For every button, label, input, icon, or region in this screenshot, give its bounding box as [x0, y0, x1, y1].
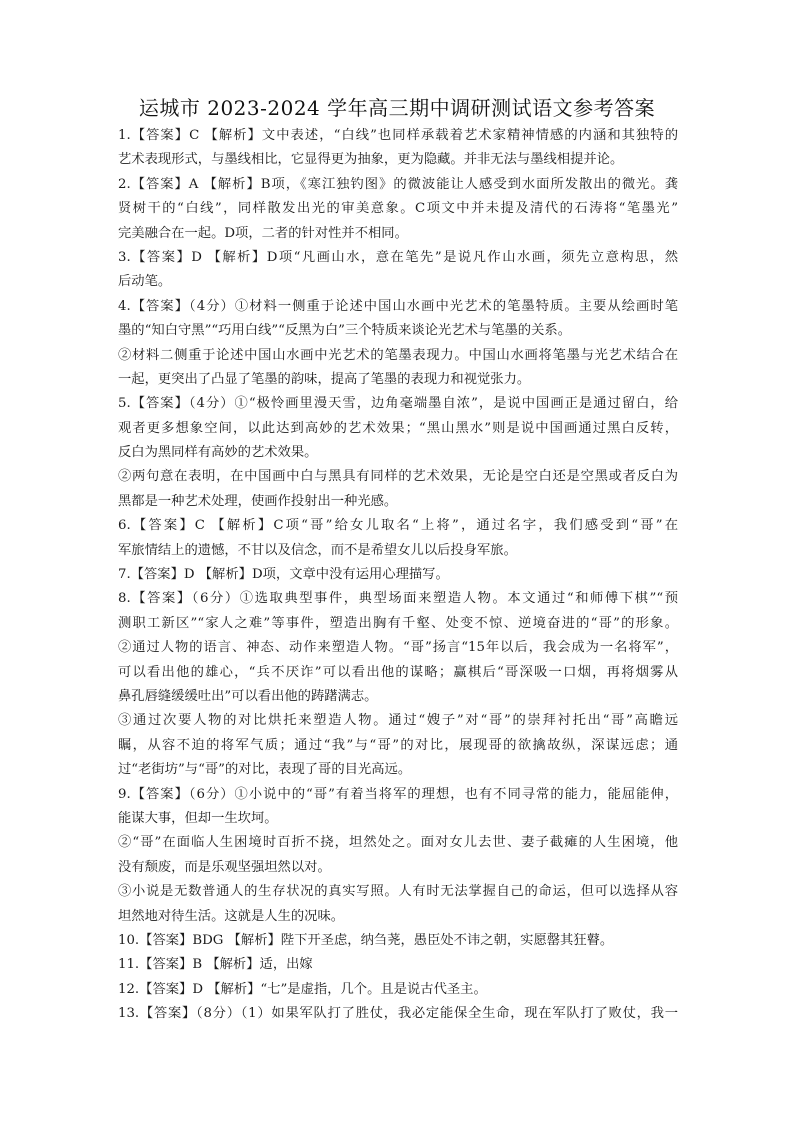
text-line: 5.【答案】（4分）①“极怜画里漫天雪，边角毫端墨自浓”，是说中国画正是通过留白，给 — [118, 396, 678, 412]
text-line: 13.【答案】（8分）（1）如果军队打了胜仗，我必定能保全生命，现在军队打了败仗，我一 — [118, 1006, 678, 1022]
text-line: 一起，更突出了凸显了笔墨的韵味，提高了笔墨的表现力和视觉张力。 — [118, 371, 531, 387]
text-line: 7.【答案】D 【解析】D项，文章中没有运用心理描写。 — [118, 567, 449, 583]
text-line: 反白为黑同样有高妙的艺术效果。 — [118, 445, 318, 461]
text-line: 测职工新区”“家人之难”等事件，塑造出胸有千壑、处变不惊、逆境奋进的“哥”的形象。 — [118, 615, 678, 631]
text-line: 6.【答案】C 【解析】C项“哥”给女儿取名“上将”，通过名字，我们感受到“哥”在 — [118, 518, 678, 534]
text-line: 10.【答案】BDG 【解析】陛下开圣虑，纳刍荛，愚臣处不讳之朝，实愿罄其狂瞽。 — [118, 932, 614, 948]
text-line: 9.【答案】（6分）①小说中的“哥”有着当将军的理想，也有不同寻常的能力，能屈能伸， — [118, 786, 678, 802]
document-title: 运城市 2023-2024 学年高三期中调研测试语文参考答案 — [138, 96, 656, 120]
text-line: 2.【答案】A 【解析】B项，《寒江独钓图》的微波能让人感受到水面所发散出的微光。龚 — [118, 176, 678, 192]
text-line: 黑都是一种艺术处理，使画作投射出一种光感。 — [118, 493, 398, 509]
text-line: 3.【答案】D 【解析】D项“凡画山水，意在笔先”是说凡作山水画，须先立意构思，然 — [118, 249, 678, 265]
text-line: ③通过次要人物的对比烘托来塑造人物。通过“嫂子”对“哥”的崇拜衬托出“哥”高瞻远 — [118, 713, 678, 729]
text-line: 4.【答案】（4分）①材料一侧重于论述中国山水画中光艺术的笔墨特质。主要从绘画时笔 — [118, 298, 678, 314]
text-line: 鼻孔唇缝缓缓吐出”可以看出他的踌躇满志。 — [118, 688, 378, 704]
text-line: 墨的“知白守黑”“巧用白线”“反黑为白”三个特质来谈论光艺术与笔墨的关系。 — [118, 323, 571, 339]
text-line: 8.【答案】（6分）①选取典型事件，典型场面来塑造人物。本文通过“和师傅下棋”“预 — [118, 591, 678, 607]
text-line: ②“哥”在面临人生困境时百折不挠，坦然处之。面对女儿去世、妻子截瘫的人生困境，他 — [118, 835, 678, 851]
text-line: 能谋大事，但却一生坎坷。 — [118, 810, 278, 826]
text-line: 12.【答案】D 【解析】“七”是虚指，几个。且是说古代圣主。 — [118, 981, 487, 997]
text-line: 1.【答案】C 【解析】文中表述，“白线”也同样承载着艺术家精神情感的内涵和其独特的 — [118, 128, 678, 143]
text-line: ②通过人物的语言、神态、动作来塑造人物。“哥”扬言“15年以后，我会成为一名将军”， — [118, 640, 678, 656]
text-line: 过“老街坊”与“哥”的对比，表现了哥的目光高远。 — [118, 762, 412, 778]
text-line: 没有颓废，而是乐观坚强坦然以对。 — [118, 859, 331, 875]
text-line: 可以看出他的雄心，“兵不厌诈”可以看出他的谋略；赢棋后“哥深吸一口烟，再将烟雾从 — [118, 664, 678, 680]
text-line: 军旅情结上的遗憾，不甘以及信念，而不是希望女儿以后投身军旅。 — [118, 542, 517, 558]
text-line: ②材料二侧重于论述中国山水画中光艺术的笔墨表现力。中国山水画将笔墨与光艺术结合在 — [118, 347, 678, 363]
text-line: 后动笔。 — [118, 274, 172, 290]
text-line: 贤树干的“白线”，同样散发出光的审美意象。C项文中并未提及清代的石涛将“笔墨光” — [118, 201, 678, 217]
text-line: ③小说是无数普通人的生存状况的真实写照。人有时无法掌握自己的命运，但可以选择从容 — [118, 884, 678, 900]
text-line: 观者更多想象空间，以此达到高妙的艺术效果；“黑山黑水”则是说中国画通过黑白反转， — [118, 420, 678, 436]
text-line: 艺术表现形式，与墨线相比，它显得更为抽象，更为隐藏。并非无法与墨线相提并论。 — [118, 152, 624, 168]
text-line: 坦然地对待生活。这就是人生的况味。 — [118, 908, 345, 924]
answer-text-block — [118, 124, 678, 1026]
text-line: 11.【答案】B 【解析】适，出嫁 — [118, 957, 313, 973]
text-line: 完美融合在一起。D项，二者的针对性并不相同。 — [118, 225, 408, 241]
text-line: 瞩，从容不迫的将军气质；通过“我”与“哥”的对比，展现哥的欲擒故纵，深谋远虑；通 — [118, 737, 678, 753]
text-line: ②两句意在表明，在中国画中白与黑具有同样的艺术效果，无论是空白还是空黑或者反白为 — [118, 469, 678, 485]
